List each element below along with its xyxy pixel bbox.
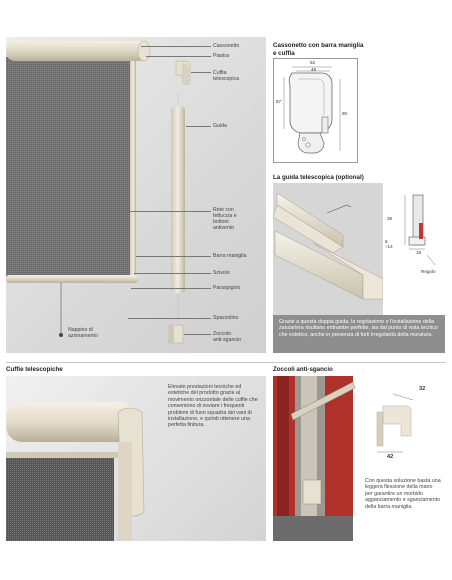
label-nappino: Nappino di azionamento bbox=[68, 327, 98, 339]
cuffie-text: Elevate prestazioni tecniche ed estetiche del prodotto grazie al movimento orizzontale delle cuffie che consentono di ovviare i frequenti problemi di fuori squadra dei vani di installazione, e quindi ottenere una perfetta finitura. bbox=[168, 384, 258, 429]
dim-right: 80 bbox=[342, 111, 348, 116]
dim-top-inner: 48 bbox=[311, 67, 317, 72]
zoccoli-panel bbox=[273, 376, 445, 541]
label-paraspigolo: Paraspigolo bbox=[213, 285, 241, 291]
guida-illustration bbox=[273, 183, 445, 315]
cuffie-title: Cuffie telescopiche bbox=[6, 366, 63, 373]
label-scivolo: Scivolo bbox=[213, 270, 230, 276]
zanzariera-illustration bbox=[6, 37, 266, 353]
label-guida: Guida bbox=[213, 123, 227, 129]
zoccoli-title: Zoccoli anti-sgancio bbox=[273, 366, 333, 373]
guida-shape bbox=[171, 107, 185, 293]
dim-zoccolo-bottom: 42 bbox=[387, 454, 394, 460]
dim-zoccolo-top: 32 bbox=[419, 386, 426, 392]
divider bbox=[6, 362, 446, 363]
zoccoli-text: Con questa soluzione basta una leggera flessione della mano per garantire un morbido agganciamento e sganciamento della barra maniglia. bbox=[365, 478, 441, 510]
dim-guida-offset: 6 ÷14 bbox=[385, 239, 393, 249]
guida-panel bbox=[273, 183, 445, 353]
left-guide bbox=[130, 57, 136, 282]
cuffie-panel bbox=[6, 376, 266, 541]
dim-top-outer: 52 bbox=[310, 60, 316, 65]
label-piastra: Piastra bbox=[213, 53, 230, 59]
zoccolo-illustration bbox=[273, 376, 445, 541]
nappino-shape bbox=[59, 333, 63, 337]
dim-guida-height: 38 bbox=[387, 216, 393, 221]
guida-caption: Grazie a questa doppia guida, la regolazione e l'installazione della zanzariera risultano entrambe perfette, sia dal punto di vista tecnico che estetico, anche in presenza di forti irregolarità della muratura. bbox=[279, 319, 438, 338]
label-cuffia: Cuffia telescopica bbox=[213, 70, 239, 82]
cassonetto-shape bbox=[6, 41, 148, 61]
label-barra: Barra maniglia bbox=[213, 253, 247, 259]
label-spazzolino: Spazzolino bbox=[213, 315, 239, 321]
barra-maniglia-shape bbox=[6, 275, 138, 283]
dim-guida-width: 15 bbox=[416, 250, 422, 255]
product-hero-panel bbox=[6, 37, 266, 353]
dim-left: 57 bbox=[276, 99, 282, 104]
cassonetto-diagram bbox=[273, 58, 358, 163]
mesh-screen bbox=[6, 57, 134, 279]
label-zoccolo: Zoccolo anti-sgancio bbox=[213, 331, 241, 343]
guida-title: La guida telescopica (optional) bbox=[273, 174, 364, 181]
label-cassonetto: Cassonetto bbox=[213, 43, 240, 49]
label-rete: Rete con fettuccia e bottoni antivento bbox=[213, 207, 237, 231]
dim-regolo: Regolo bbox=[421, 269, 436, 274]
cassonetto-title: Cassonetto con barra maniglia e cuffia bbox=[273, 42, 364, 57]
